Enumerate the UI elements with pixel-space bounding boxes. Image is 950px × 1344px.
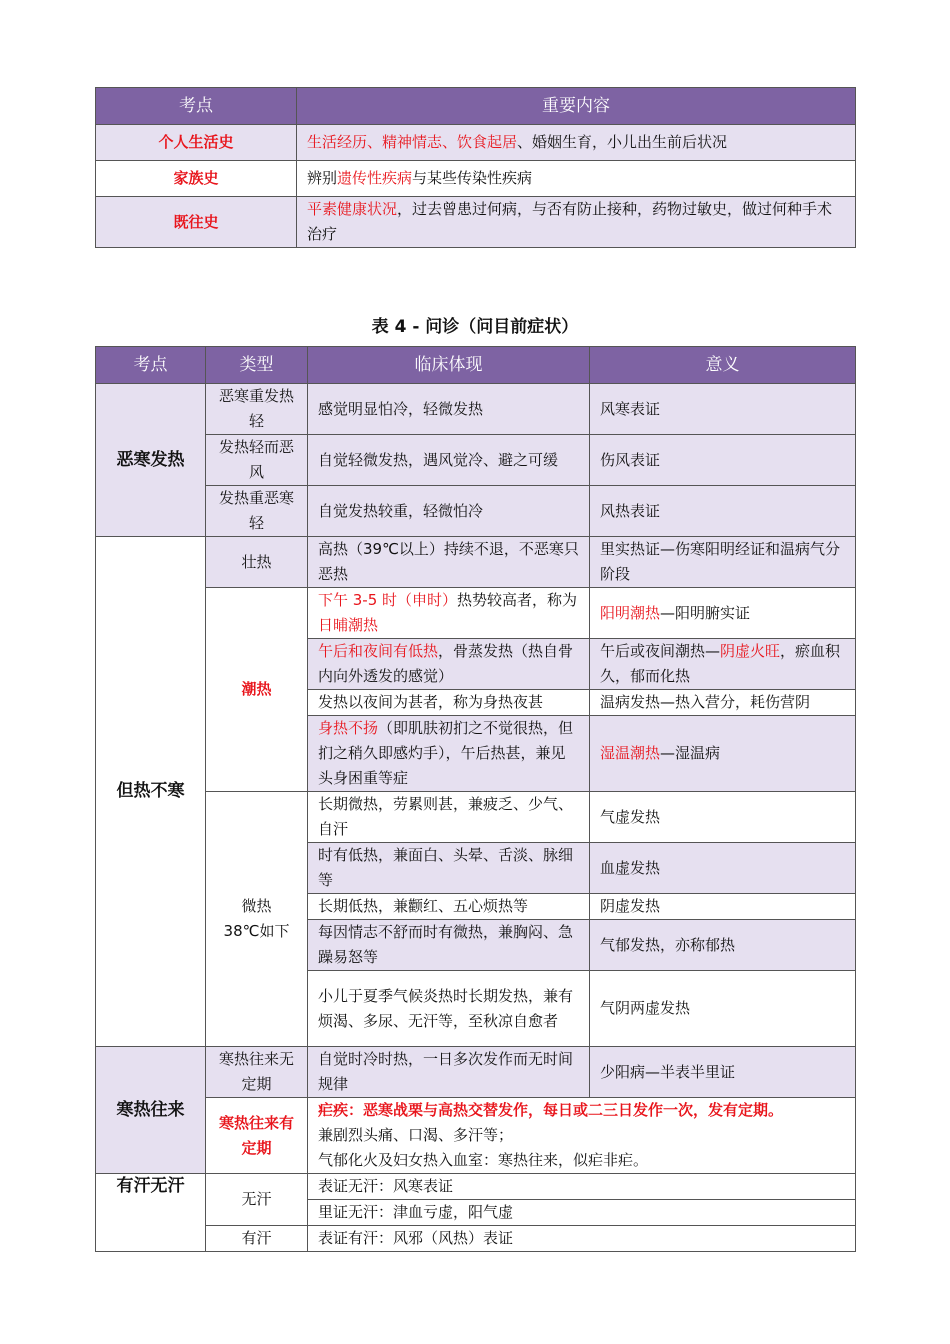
- desc-cell: 表证有汗：风邪（风热）表证: [308, 1226, 856, 1252]
- highlight-text: 平素健康状况: [307, 200, 398, 218]
- meaning-cell: [590, 639, 856, 690]
- meaning-cell: 少阳病—半表半里证: [590, 1047, 856, 1098]
- table-row: [96, 161, 856, 197]
- table-row: [96, 1174, 856, 1200]
- table-row: [96, 125, 856, 161]
- meaning-cell: 气虚发热: [590, 792, 856, 843]
- desc-cell: [308, 588, 590, 639]
- table-header-row: [96, 88, 856, 125]
- meaning-cell: 气阴两虚发热: [590, 971, 856, 1047]
- type-cell: 发热重恶寒轻: [206, 486, 308, 537]
- row-label: 既往史: [96, 197, 297, 248]
- desc-cell: 每因情志不舒而时有微热，兼胸闷、急躁易怒等: [308, 920, 590, 971]
- type-line: 38℃如下: [223, 922, 290, 940]
- meaning-cell: 气郁发热，亦称郁热: [590, 920, 856, 971]
- table-caption: 表 4 - 问诊（问目前症状）: [371, 317, 579, 337]
- plain-text: 与某些传染性疾病: [412, 169, 533, 187]
- header-cell: 重要内容: [297, 88, 856, 125]
- row-label: 个人生活史: [96, 125, 297, 161]
- row-content: [297, 125, 856, 161]
- meaning-cell: 血虚发热: [590, 843, 856, 894]
- highlight-text: 遗传性疾病: [337, 169, 413, 187]
- header-cell: 类型: [206, 347, 308, 384]
- group-label: 寒热往来: [96, 1047, 206, 1174]
- highlight-text: 日晡潮热: [318, 616, 379, 634]
- desc-cell: [308, 639, 590, 690]
- type-cell: 壮热: [206, 537, 308, 588]
- table-history: [95, 87, 856, 248]
- table-row: [96, 792, 856, 843]
- table-row: [96, 1047, 856, 1098]
- row-content: [297, 161, 856, 197]
- desc-cell: 自觉发热较重，轻微怕冷: [308, 486, 590, 537]
- desc-cell: 表证无汗：风寒表证: [308, 1174, 856, 1200]
- desc-cell: 感觉明显怕冷，轻微发热: [308, 384, 590, 435]
- desc-cell: 里证无汗：津血亏虚，阳气虚: [308, 1200, 856, 1226]
- plain-text: 、婚姻生育，小儿出生前后状况: [517, 133, 728, 151]
- type-line: 微热: [241, 897, 272, 915]
- type-cell: 发热轻而恶风: [206, 435, 308, 486]
- meaning-cell: 温病发热—热入营分，耗伤营阴: [590, 690, 856, 716]
- desc-cell: 自觉时冷时热，一日多次发作而无时间规律: [308, 1047, 590, 1098]
- highlight-text: 阴虚火旺: [720, 642, 781, 660]
- meaning-cell: [590, 716, 856, 792]
- plain-text: ，瘀血积久，郁而化热: [600, 642, 841, 685]
- type-cell: 有汗: [206, 1226, 308, 1252]
- plain-text: 热势较高者，称为: [457, 591, 578, 609]
- desc-line: 兼剧烈头痛、口渴、多汗等；: [318, 1126, 514, 1144]
- group-label: 恶寒发热: [96, 384, 206, 537]
- group-label: 但热不寒: [96, 537, 206, 1047]
- highlight-text: 下午 3-5 时（申时）: [318, 591, 458, 609]
- highlight-text: 午后和夜间有低热: [318, 642, 439, 660]
- table-row: [96, 1226, 856, 1252]
- desc-line: 气郁化火及妇女热入血室：寒热往来，似疟非疟。: [318, 1151, 649, 1169]
- row-label: 家族史: [96, 161, 297, 197]
- highlight-text: 生活经历、精神情志、饮食起居: [307, 133, 518, 151]
- table-header-row: [96, 347, 856, 384]
- desc-cell: 小儿于夏季气候炎热时长期发热，兼有烦渴、多尿、无汗等，至秋凉自愈者: [308, 971, 590, 1047]
- table-row: [96, 197, 856, 248]
- plain-text: ，骨蒸发热（热自骨内向外透发的感觉）: [318, 642, 574, 685]
- table-row: [96, 486, 856, 537]
- meaning-cell: 风热表证: [590, 486, 856, 537]
- header-cell: 临床体现: [308, 347, 590, 384]
- row-content: [297, 197, 856, 248]
- meaning-cell: 伤风表证: [590, 435, 856, 486]
- desc-line: 疟疾：恶寒战栗与高热交替发作，每日或二三日发作一次，发有定期。: [318, 1101, 784, 1119]
- highlight-text: 阳明潮热: [600, 603, 661, 622]
- type-cell: 寒热往来无定期: [206, 1047, 308, 1098]
- table-row: [96, 537, 856, 588]
- header-cell: 考点: [96, 347, 206, 384]
- table-row: [96, 588, 856, 639]
- plain-text: —阳明腑实证: [660, 603, 751, 622]
- type-cell: [206, 792, 308, 1047]
- desc-cell: 发热以夜间为甚者，称为身热夜甚: [308, 690, 590, 716]
- desc-cell: 高热（39℃以上）持续不退，不恶寒只恶热: [308, 537, 590, 588]
- meaning-cell: 阴虚发热: [590, 894, 856, 920]
- plain-text: 辨别: [307, 169, 338, 187]
- desc-cell: [308, 1098, 856, 1174]
- table-row: [96, 435, 856, 486]
- desc-cell: 长期微热，劳累则甚，兼疲乏、少气、自汗: [308, 792, 590, 843]
- desc-cell: 自觉轻微发热，遇风觉冷、避之可缓: [308, 435, 590, 486]
- type-cell: 潮热: [206, 588, 308, 792]
- meaning-cell: [590, 588, 856, 639]
- meaning-cell: 里实热证—伤寒阳明经证和温病气分阶段: [590, 537, 856, 588]
- plain-text: ，过去曾患过何病，与否有防止接种，药物过敏史，做过何种手术治疗: [307, 200, 833, 243]
- desc-cell: [308, 716, 590, 792]
- meaning-cell: 风寒表证: [590, 384, 856, 435]
- plain-text: 午后或夜间潮热—: [600, 642, 721, 660]
- table-row: [96, 1098, 856, 1174]
- plain-text: —湿温病: [660, 744, 721, 762]
- header-cell: 考点: [96, 88, 297, 125]
- type-cell: 寒热往来有定期: [206, 1098, 308, 1174]
- type-cell: 无汗: [206, 1174, 308, 1226]
- type-cell: 恶寒重发热轻: [206, 384, 308, 435]
- highlight-text: 湿温潮热: [600, 744, 661, 762]
- table-inquiry: [95, 346, 856, 1252]
- table-row: [96, 384, 856, 435]
- header-cell: 意义: [590, 347, 856, 384]
- plain-text: （即肌肤初扪之不觉很热，但扪之稍久即感灼手），午后热甚，兼见头身困重等症: [318, 719, 574, 787]
- highlight-text: 身热不扬: [318, 719, 379, 737]
- desc-cell: 长期低热，兼颧红、五心烦热等: [308, 894, 590, 920]
- desc-cell: 时有低热，兼面白、头晕、舌淡、脉细等: [308, 843, 590, 894]
- group-label: 有汗无汗: [96, 1174, 206, 1252]
